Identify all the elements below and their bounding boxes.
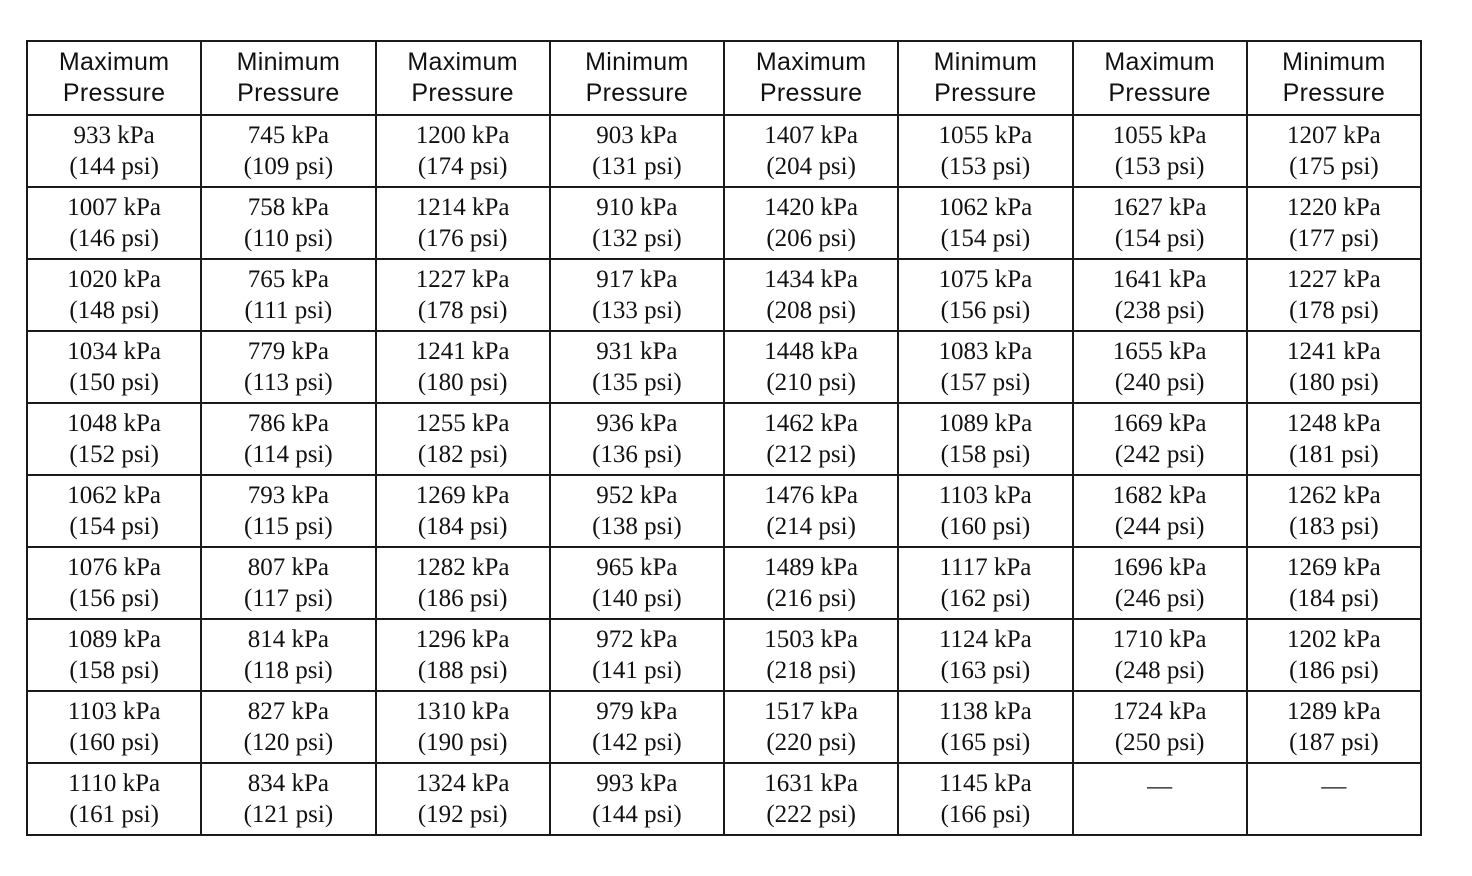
- kpa-value: 1462 kPa: [764, 410, 858, 437]
- psi-value: (136 psi): [592, 441, 682, 468]
- kpa-value: 1048 kPa: [67, 410, 161, 437]
- table-cell: [201, 475, 375, 547]
- psi-value: (156 psi): [69, 585, 159, 612]
- psi-value: (176 psi): [417, 225, 508, 252]
- pressure-table: [26, 40, 1422, 836]
- psi-value: (244 psi): [1114, 513, 1205, 540]
- table-cell: [550, 331, 724, 403]
- table-cell: [724, 619, 898, 691]
- column-header: [201, 41, 375, 115]
- kpa-value: 1020 kPa: [67, 266, 161, 293]
- psi-value: (186 psi): [417, 585, 508, 612]
- header-label-type: Maximum: [755, 48, 867, 76]
- psi-value: (146 psi): [69, 225, 159, 252]
- table-cell: [376, 475, 550, 547]
- kpa-value: 793 kPa: [247, 482, 329, 509]
- psi-value: (154 psi): [69, 513, 159, 540]
- table-row: [27, 187, 1421, 259]
- table-cell: [898, 691, 1072, 763]
- column-header: [1073, 41, 1247, 115]
- table-cell: [550, 115, 724, 187]
- kpa-value: 1200 kPa: [415, 122, 510, 149]
- table-row: [27, 403, 1421, 475]
- table-cell: [724, 331, 898, 403]
- table-cell: [376, 259, 550, 331]
- kpa-value: 1655 kPa: [1112, 338, 1207, 365]
- header-label-type: Maximum: [58, 48, 170, 76]
- kpa-value: 745 kPa: [247, 122, 329, 149]
- psi-value: (154 psi): [940, 225, 1031, 252]
- psi-value: (158 psi): [940, 441, 1031, 468]
- kpa-value: 1227 kPa: [415, 266, 510, 293]
- table-row: [27, 547, 1421, 619]
- psi-value: (220 psi): [766, 729, 856, 756]
- kpa-value: 1489 kPa: [764, 554, 858, 581]
- kpa-value: 1255 kPa: [415, 410, 510, 437]
- psi-value: (114 psi): [244, 441, 333, 468]
- psi-value: (183 psi): [1289, 513, 1379, 540]
- psi-value: (144 psi): [69, 153, 159, 180]
- table-cell: [550, 259, 724, 331]
- psi-value: (113 psi): [244, 369, 333, 396]
- kpa-value: 1062 kPa: [67, 482, 161, 509]
- kpa-value: 1055 kPa: [1112, 122, 1207, 149]
- table-header: [27, 41, 1421, 115]
- psi-value: (141 psi): [592, 657, 682, 684]
- psi-value: (240 psi): [1114, 369, 1205, 396]
- header-label-type: Minimum: [933, 48, 1038, 76]
- kpa-value: 1269 kPa: [415, 482, 510, 509]
- table-cell: [1247, 619, 1421, 691]
- table-cell: [27, 187, 201, 259]
- table-cell: [201, 187, 375, 259]
- kpa-value: 1669 kPa: [1112, 410, 1207, 437]
- kpa-value: 758 kPa: [247, 194, 329, 221]
- column-header: [724, 41, 898, 115]
- table-cell: [898, 331, 1072, 403]
- psi-value: (242 psi): [1114, 441, 1205, 468]
- table-row: [27, 475, 1421, 547]
- psi-value: (117 psi): [244, 585, 333, 612]
- kpa-value: 1724 kPa: [1112, 698, 1207, 725]
- header-label-type: Minimum: [1282, 48, 1386, 76]
- kpa-value: 1138 kPa: [938, 698, 1032, 725]
- kpa-value: 910 kPa: [596, 194, 678, 221]
- kpa-value: 1227 kPa: [1287, 266, 1381, 293]
- table-cell: [376, 547, 550, 619]
- table-cell: [550, 763, 724, 835]
- table-cell: [1073, 619, 1247, 691]
- kpa-value: 1076 kPa: [67, 554, 161, 581]
- table-cell: [724, 259, 898, 331]
- column-header: [1247, 41, 1421, 115]
- table-cell: [1073, 547, 1247, 619]
- table-cell: [201, 619, 375, 691]
- psi-value: (175 psi): [1289, 153, 1379, 180]
- table-cell: [27, 331, 201, 403]
- table-cell: [898, 475, 1072, 547]
- psi-value: (132 psi): [592, 225, 682, 252]
- table-cell: [1247, 331, 1421, 403]
- header-label-quantity: Pressure: [934, 79, 1037, 107]
- psi-value: (153 psi): [1114, 153, 1205, 180]
- psi-value: (186 psi): [1289, 657, 1379, 684]
- psi-value: (131 psi): [592, 153, 682, 180]
- psi-value: (148 psi): [69, 297, 159, 324]
- table-row: [27, 331, 1421, 403]
- kpa-value: 1269 kPa: [1287, 554, 1381, 581]
- table-cell: [201, 403, 375, 475]
- table-cell: [27, 475, 201, 547]
- psi-value: (184 psi): [1289, 585, 1379, 612]
- kpa-value: 1214 kPa: [415, 194, 510, 221]
- psi-value: (190 psi): [417, 729, 508, 756]
- empty-dash: —: [1321, 772, 1347, 800]
- table-cell: [1247, 691, 1421, 763]
- psi-value: (165 psi): [940, 729, 1031, 756]
- psi-value: (184 psi): [417, 513, 508, 540]
- psi-value: (222 psi): [766, 801, 856, 828]
- table-cell: [550, 547, 724, 619]
- kpa-value: 965 kPa: [596, 554, 678, 581]
- table-cell: [1247, 475, 1421, 547]
- table-row: [27, 259, 1421, 331]
- kpa-value: 786 kPa: [247, 410, 329, 437]
- psi-value: (135 psi): [592, 369, 682, 396]
- psi-value: (166 psi): [940, 801, 1031, 828]
- kpa-value: 1310 kPa: [415, 698, 510, 725]
- psi-value: (178 psi): [417, 297, 508, 324]
- kpa-value: 1434 kPa: [764, 266, 858, 293]
- psi-value: (160 psi): [69, 729, 159, 756]
- table-cell: [898, 403, 1072, 475]
- psi-value: (158 psi): [69, 657, 159, 684]
- psi-value: (110 psi): [244, 225, 333, 252]
- kpa-value: 1089 kPa: [67, 626, 161, 653]
- psi-value: (115 psi): [244, 513, 333, 540]
- table-cell: [27, 259, 201, 331]
- kpa-value: 1007 kPa: [67, 194, 161, 221]
- table-cell: [724, 763, 898, 835]
- table-cell: [898, 259, 1072, 331]
- kpa-value: 1407 kPa: [764, 122, 858, 149]
- kpa-value: 1517 kPa: [764, 698, 858, 725]
- header-label-type: Minimum: [585, 48, 689, 76]
- kpa-value: 952 kPa: [596, 482, 678, 509]
- kpa-value: 903 kPa: [596, 122, 678, 149]
- table-cell: [201, 115, 375, 187]
- kpa-value: 1145 kPa: [938, 770, 1032, 797]
- psi-value: (109 psi): [243, 153, 334, 180]
- kpa-value: 1696 kPa: [1112, 554, 1207, 581]
- psi-value: (177 psi): [1289, 225, 1379, 252]
- kpa-value: 1282 kPa: [415, 554, 510, 581]
- header-label-quantity: Pressure: [411, 79, 514, 107]
- psi-value: (192 psi): [417, 801, 508, 828]
- empty-dash: —: [1147, 772, 1173, 800]
- kpa-value: 1503 kPa: [764, 626, 858, 653]
- table-cell: [1247, 547, 1421, 619]
- table-cell: [27, 691, 201, 763]
- table-cell: [201, 259, 375, 331]
- psi-value: (138 psi): [592, 513, 682, 540]
- kpa-value: 1062 kPa: [938, 194, 1033, 221]
- kpa-value: 1448 kPa: [764, 338, 858, 365]
- table-cell: [724, 403, 898, 475]
- psi-value: (218 psi): [766, 657, 856, 684]
- psi-value: (133 psi): [592, 297, 682, 324]
- table-cell: [898, 547, 1072, 619]
- psi-value: (153 psi): [940, 153, 1031, 180]
- kpa-value: 1124 kPa: [938, 626, 1032, 653]
- kpa-value: 931 kPa: [596, 338, 678, 365]
- table-cell: [898, 115, 1072, 187]
- kpa-value: 1682 kPa: [1112, 482, 1207, 509]
- kpa-value: 1476 kPa: [764, 482, 858, 509]
- header-label-quantity: Pressure: [237, 79, 340, 107]
- kpa-value: 1110 kPa: [68, 770, 161, 797]
- psi-value: (182 psi): [417, 441, 508, 468]
- table-cell: [376, 187, 550, 259]
- psi-value: (154 psi): [1114, 225, 1205, 252]
- header-label-quantity: Pressure: [1108, 79, 1211, 107]
- psi-value: (187 psi): [1289, 729, 1379, 756]
- table-cell: [376, 691, 550, 763]
- psi-value: (210 psi): [766, 369, 856, 396]
- kpa-value: 1089 kPa: [938, 410, 1033, 437]
- table-cell: [550, 187, 724, 259]
- header-label-quantity: Pressure: [759, 79, 863, 107]
- psi-value: (181 psi): [1289, 441, 1379, 468]
- psi-value: (248 psi): [1114, 657, 1205, 684]
- kpa-value: 1420 kPa: [764, 194, 858, 221]
- kpa-value: 1083 kPa: [938, 338, 1033, 365]
- table-cell: [201, 691, 375, 763]
- psi-value: (140 psi): [592, 585, 682, 612]
- table-cell: [1247, 187, 1421, 259]
- psi-value: (180 psi): [1289, 369, 1379, 396]
- table-cell: [1073, 763, 1247, 835]
- psi-value: (144 psi): [592, 801, 682, 828]
- table-cell: [27, 115, 201, 187]
- kpa-value: 1075 kPa: [938, 266, 1033, 293]
- table-cell: [1073, 259, 1247, 331]
- kpa-value: 834 kPa: [247, 770, 329, 797]
- psi-value: (188 psi): [417, 657, 508, 684]
- table-cell: [201, 331, 375, 403]
- table-cell: [550, 475, 724, 547]
- header-label-type: Minimum: [236, 48, 341, 76]
- table-cell: [376, 403, 550, 475]
- kpa-value: 979 kPa: [596, 698, 678, 725]
- psi-value: (238 psi): [1114, 297, 1205, 324]
- kpa-value: 1296 kPa: [415, 626, 510, 653]
- psi-value: (204 psi): [766, 153, 856, 180]
- kpa-value: 1324 kPa: [415, 770, 510, 797]
- table-cell: [724, 475, 898, 547]
- kpa-value: 1117 kPa: [939, 554, 1032, 581]
- table-cell: [898, 187, 1072, 259]
- psi-value: (161 psi): [69, 801, 159, 828]
- table-cell: [1073, 187, 1247, 259]
- table-cell: [550, 403, 724, 475]
- kpa-value: 1241 kPa: [415, 338, 510, 365]
- psi-value: (160 psi): [940, 513, 1031, 540]
- kpa-value: 1627 kPa: [1112, 194, 1207, 221]
- psi-value: (216 psi): [766, 585, 856, 612]
- table-cell: [27, 763, 201, 835]
- psi-value: (206 psi): [766, 225, 856, 252]
- table-cell: [1073, 331, 1247, 403]
- header-label-quantity: Pressure: [62, 79, 166, 107]
- table-cell: [550, 691, 724, 763]
- kpa-value: 1202 kPa: [1287, 626, 1381, 653]
- psi-value: (214 psi): [766, 513, 856, 540]
- table-cell: [1247, 115, 1421, 187]
- column-header: [550, 41, 724, 115]
- psi-value: (111 psi): [244, 297, 333, 324]
- header-label-quantity: Pressure: [1282, 79, 1386, 107]
- kpa-value: 1034 kPa: [67, 338, 161, 365]
- table-cell: [898, 619, 1072, 691]
- table-cell: [1073, 475, 1247, 547]
- kpa-value: 1220 kPa: [1287, 194, 1381, 221]
- psi-value: (120 psi): [243, 729, 334, 756]
- kpa-value: 807 kPa: [247, 554, 329, 581]
- psi-value: (142 psi): [592, 729, 682, 756]
- table-cell: [1073, 403, 1247, 475]
- psi-value: (212 psi): [766, 441, 856, 468]
- kpa-value: 993 kPa: [596, 770, 678, 797]
- table-row: [27, 691, 1421, 763]
- kpa-value: 1207 kPa: [1287, 122, 1381, 149]
- kpa-value: 936 kPa: [596, 410, 678, 437]
- header-label-type: Maximum: [1104, 48, 1215, 76]
- pressure-table-container: [26, 40, 1422, 836]
- table-cell: [201, 547, 375, 619]
- kpa-value: 1103 kPa: [67, 698, 161, 725]
- table-cell: [550, 619, 724, 691]
- column-header: [898, 41, 1072, 115]
- psi-value: (157 psi): [940, 369, 1031, 396]
- psi-value: (150 psi): [69, 369, 159, 396]
- column-header: [376, 41, 550, 115]
- psi-value: (163 psi): [940, 657, 1031, 684]
- kpa-value: 1248 kPa: [1287, 410, 1381, 437]
- table-cell: [724, 115, 898, 187]
- table-cell: [27, 619, 201, 691]
- kpa-value: 814 kPa: [247, 626, 329, 653]
- kpa-value: 827 kPa: [247, 698, 329, 725]
- header-label-quantity: Pressure: [585, 79, 689, 107]
- kpa-value: 1103 kPa: [938, 482, 1032, 509]
- kpa-value: 1262 kPa: [1287, 482, 1381, 509]
- kpa-value: 1289 kPa: [1287, 698, 1381, 725]
- table-cell: [376, 763, 550, 835]
- kpa-value: 779 kPa: [247, 338, 329, 365]
- psi-value: (156 psi): [940, 297, 1031, 324]
- psi-value: (246 psi): [1114, 585, 1205, 612]
- table-row: [27, 763, 1421, 835]
- kpa-value: 1055 kPa: [938, 122, 1033, 149]
- table-row: [27, 115, 1421, 187]
- kpa-value: 1641 kPa: [1112, 266, 1207, 293]
- psi-value: (174 psi): [417, 153, 508, 180]
- table-cell: [1073, 115, 1247, 187]
- psi-value: (250 psi): [1114, 729, 1205, 756]
- kpa-value: 1241 kPa: [1287, 338, 1381, 365]
- column-header: [27, 41, 201, 115]
- kpa-value: 1631 kPa: [764, 770, 858, 797]
- table-cell: [27, 547, 201, 619]
- table-cell: [376, 619, 550, 691]
- table-cell: [27, 403, 201, 475]
- psi-value: (118 psi): [244, 657, 333, 684]
- header-label-type: Maximum: [407, 48, 518, 76]
- kpa-value: 933 kPa: [73, 122, 155, 149]
- table-cell: [1247, 259, 1421, 331]
- table-body: [27, 115, 1421, 835]
- header-row: [27, 41, 1421, 115]
- kpa-value: 765 kPa: [247, 266, 329, 293]
- table-cell: [724, 187, 898, 259]
- table-cell: [724, 691, 898, 763]
- table-row: [27, 619, 1421, 691]
- kpa-value: 972 kPa: [596, 626, 678, 653]
- psi-value: (178 psi): [1289, 297, 1379, 324]
- psi-value: (162 psi): [940, 585, 1031, 612]
- kpa-value: 917 kPa: [596, 266, 678, 293]
- psi-value: (180 psi): [417, 369, 508, 396]
- table-cell: [376, 115, 550, 187]
- table-cell: [724, 547, 898, 619]
- table-cell: [1247, 763, 1421, 835]
- table-cell: [898, 763, 1072, 835]
- psi-value: (121 psi): [243, 801, 334, 828]
- psi-value: (152 psi): [69, 441, 159, 468]
- table-cell: [201, 763, 375, 835]
- table-cell: [1073, 691, 1247, 763]
- kpa-value: 1710 kPa: [1112, 626, 1207, 653]
- table-cell: [376, 331, 550, 403]
- psi-value: (208 psi): [766, 297, 856, 324]
- table-cell: [1247, 403, 1421, 475]
